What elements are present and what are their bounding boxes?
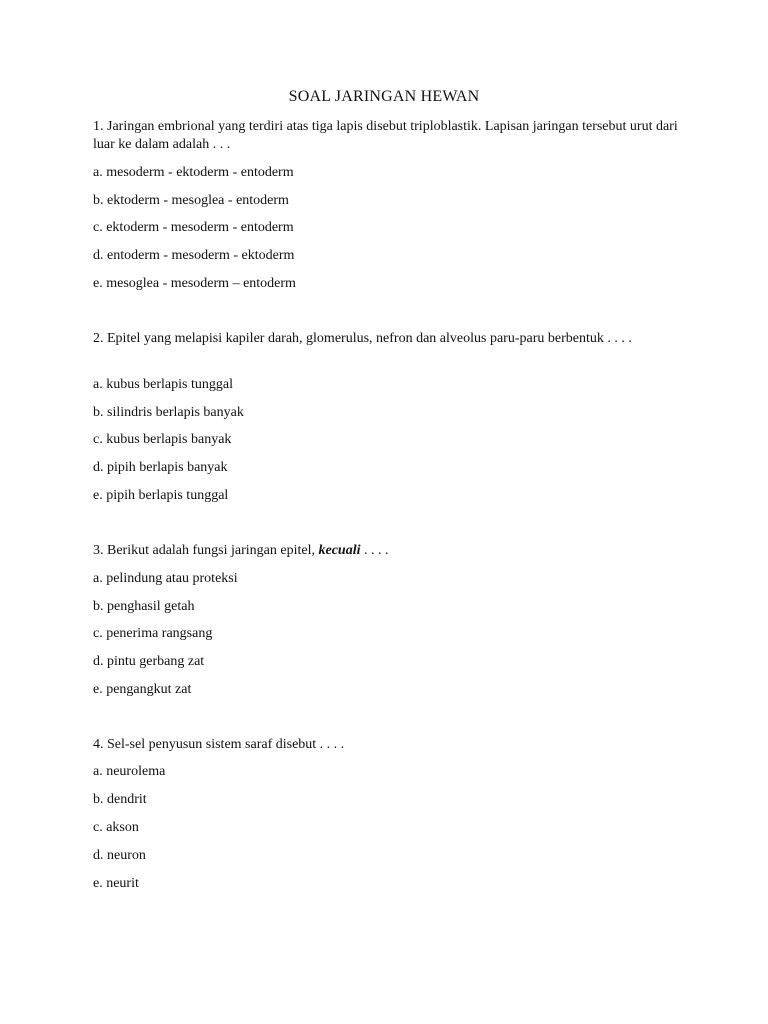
question-1-option-c: c. ektoderm - mesoderm - entoderm: [93, 220, 294, 235]
question-3-text-before: 3. Berikut adalah fungsi jaringan epitel,: [93, 543, 319, 558]
question-4-text: 4. Sel-sel penyusun sistem saraf disebut . . . .: [93, 737, 345, 752]
question-4-option-d: d. neuron: [93, 848, 146, 863]
question-2-text: 2. Epitel yang melapisi kapiler darah, glomerulus, nefron dan alveolus paru-paru berbentuk . . . .: [93, 331, 632, 346]
question-3-option-a: a. pelindung atau proteksi: [93, 571, 238, 586]
question-2-option-e: e. pipih berlapis tunggal: [93, 488, 229, 503]
question-3-option-b: b. penghasil getah: [93, 599, 195, 614]
question-1-option-b: b. ektoderm - mesoglea - entoderm: [93, 193, 289, 208]
page-title: SOAL JARINGAN HEWAN: [288, 88, 480, 105]
question-4-option-b: b. dendrit: [93, 792, 147, 807]
question-1-text: 1. Jaringan embrional yang terdiri atas tiga lapis disebut triploblastik. Lapisan jaringan tersebut urut dari luar ke dalam adalah . . .: [93, 119, 678, 152]
question-2-option-a: a. kubus berlapis tunggal: [93, 377, 233, 392]
question-4-option-e: e. neurit: [93, 876, 139, 891]
question-3-option-d: d. pintu gerbang zat: [93, 654, 205, 669]
question-4-option-a: a. neurolema: [93, 764, 166, 779]
question-2-option-c: c. kubus berlapis banyak: [93, 432, 232, 447]
question-1-option-e: e. mesoglea - mesoderm – entoderm: [93, 276, 296, 291]
question-3-text-after: . . . .: [360, 543, 389, 558]
question-3-keyword: kecuali: [318, 543, 361, 558]
question-3-text: [93, 542, 683, 560]
question-2-option-b: b. silindris berlapis banyak: [93, 405, 244, 420]
question-1-option-a: a. mesoderm - ektoderm - entoderm: [93, 165, 294, 180]
question-3-option-c: c. penerima rangsang: [93, 626, 213, 641]
question-2-option-d: d. pipih berlapis banyak: [93, 460, 228, 475]
question-1-option-d: d. entoderm - mesoderm - ektoderm: [93, 248, 295, 263]
question-3-option-e: e. pengangkut zat: [93, 682, 192, 697]
question-4-option-c: c. akson: [93, 820, 139, 835]
